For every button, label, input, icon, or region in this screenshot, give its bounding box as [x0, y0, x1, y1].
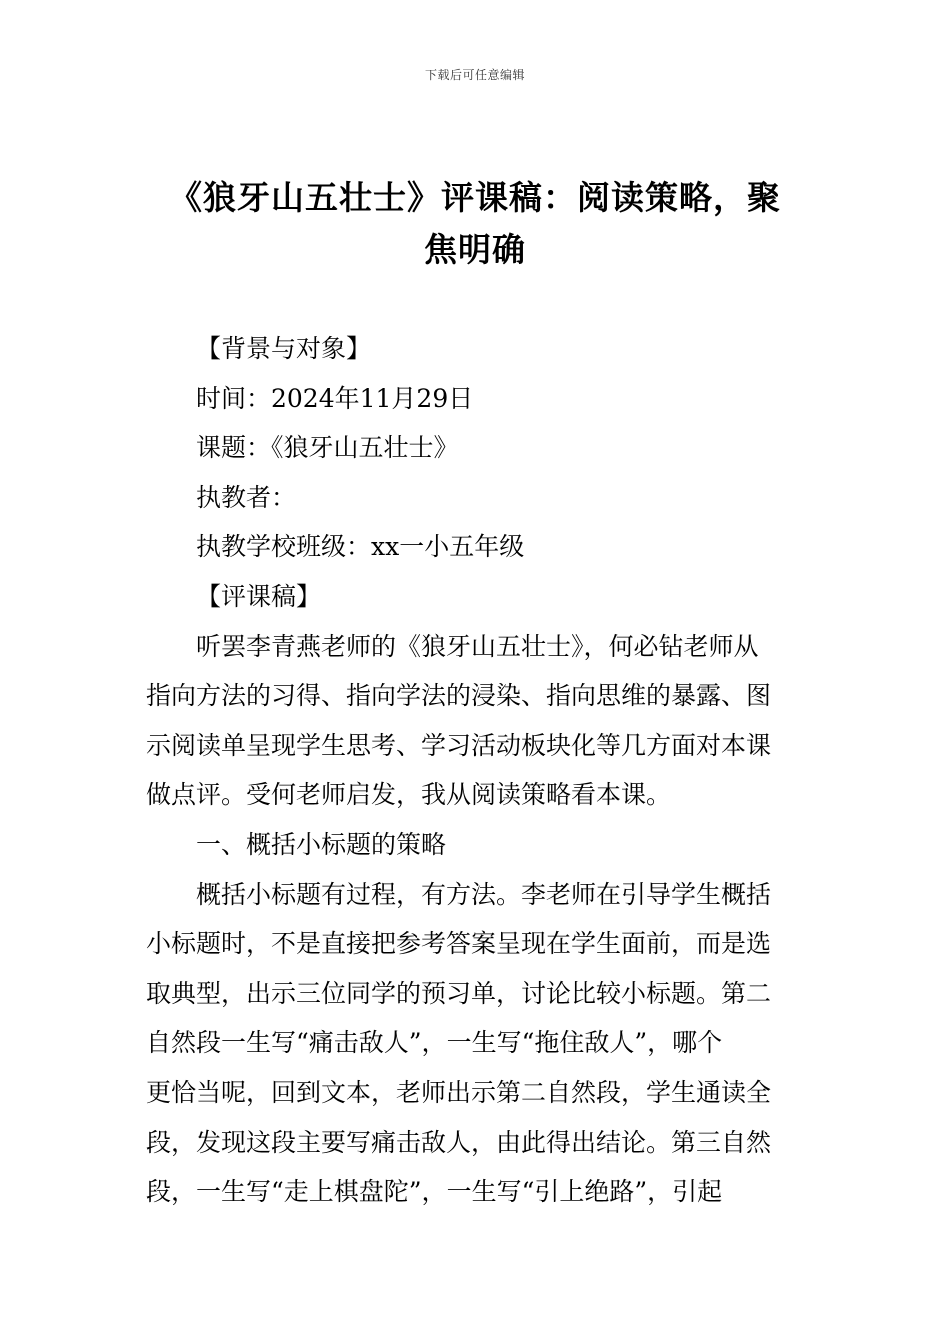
paragraph-2-line: 概括小标题有过程，有方法。李老师在引导学生概括 [196, 879, 772, 909]
paragraph-2-line: 段，发现这段主要写痛击敌人，由此得出结论。第三自然 [146, 1127, 772, 1157]
teacher-line: 执教者： [196, 482, 297, 512]
page-title [140, 172, 810, 276]
time-line: 时间：2024年11月29日 [196, 383, 474, 413]
header-note: 下载后可任意编辑 [424, 68, 525, 82]
paragraph-2-line: 小标题时，不是直接把参考答案呈现在学生面前，而是选 [146, 929, 772, 959]
paragraph-2-line: 取典型，出示三位同学的预习单，讨论比较小标题。第二 [146, 978, 772, 1008]
paragraph-1-line: 示阅读单呈现学生思考、学习活动板块化等几方面对本课 [146, 730, 772, 760]
section-1-heading: 一、概括小标题的策略 [196, 829, 447, 859]
paragraph-1-line: 做点评。受何老师启发，我从阅读策略看本课。 [146, 780, 672, 810]
document-body [146, 324, 806, 1217]
title-line-1: 《狼牙山五壮士》评课稿：阅读策略，聚 [169, 178, 781, 217]
topic-line: 课题：《狼牙山五壮士》 [196, 433, 459, 463]
paragraph-1-line: 听罢李青燕老师的《狼牙山五壮士》，何必钻老师从 [196, 631, 759, 661]
paragraph-2-line: 自然段一生写“痛击敌人”，一生写“拖住敌人”，哪个 [146, 1028, 723, 1058]
review-heading: 【评课稿】 [196, 581, 322, 611]
school-line: 执教学校班级：xx一小五年级 [196, 532, 525, 562]
paragraph-1 [146, 622, 806, 820]
background-heading: 【背景与对象】 [196, 334, 372, 363]
paragraph-1-line: 指向方法的习得、指向学法的浸染、指向思维的暴露、图 [146, 681, 772, 711]
title-line-2: 焦明确 [424, 230, 526, 269]
paragraph-2-line: 段，一生写“走上棋盘陀”，一生写“引上绝路”，引起 [146, 1177, 723, 1207]
paragraph-2-line: 更恰当呢，回到文本，老师出示第二自然段，学生通读全 [146, 1077, 772, 1107]
paragraph-2 [146, 870, 806, 1217]
